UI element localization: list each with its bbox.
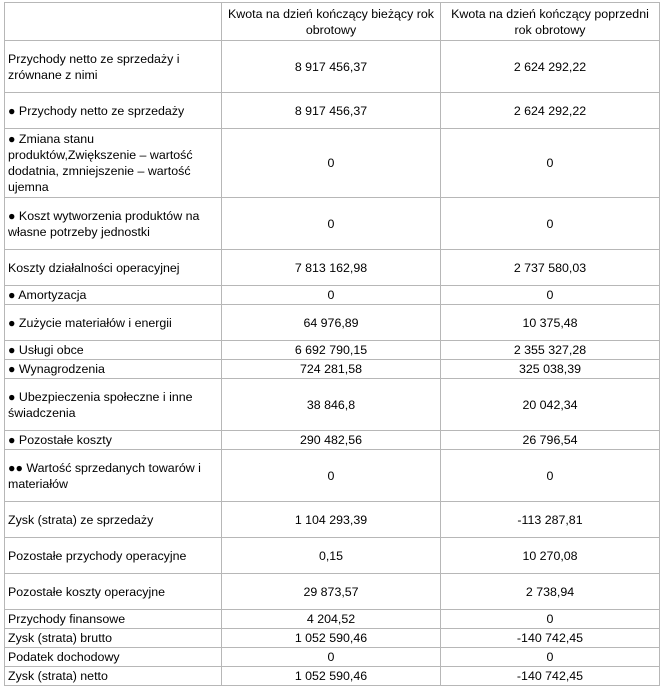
table-row [5, 379, 660, 431]
table-row [5, 574, 660, 610]
row-previous-value: 0 [441, 286, 660, 305]
row-label: ● Ubezpieczenia społeczne i inne świadczenia [5, 379, 222, 431]
row-current-value: 8 917 456,37 [222, 93, 441, 129]
table-row [5, 41, 660, 93]
row-current-value: 7 813 162,98 [222, 250, 441, 286]
header-row [5, 3, 660, 41]
row-previous-value: 2 624 292,22 [441, 41, 660, 93]
row-current-value: 0 [222, 198, 441, 250]
row-previous-value: -140 742,45 [441, 667, 660, 686]
row-label: Zysk (strata) brutto [5, 629, 222, 648]
row-label: Zysk (strata) ze sprzedaży [5, 502, 222, 538]
row-previous-value: 0 [441, 129, 660, 198]
row-previous-value: -140 742,45 [441, 629, 660, 648]
row-previous-value: 10 375,48 [441, 305, 660, 341]
header-previous-year: Kwota na dzień kończący poprzedni rok obrotowy [441, 3, 660, 41]
table-row [5, 629, 660, 648]
row-current-value: 29 873,57 [222, 574, 441, 610]
row-previous-value: 0 [441, 648, 660, 667]
row-previous-value: 2 737 580,03 [441, 250, 660, 286]
table-row [5, 667, 660, 686]
table-row [5, 286, 660, 305]
table-row [5, 538, 660, 574]
table-row [5, 610, 660, 629]
row-label: ●● Wartość sprzedanych towarów i materiałów [5, 450, 222, 502]
table-row [5, 93, 660, 129]
row-current-value: 0,15 [222, 538, 441, 574]
table-row [5, 341, 660, 360]
row-label: Pozostałe przychody operacyjne [5, 538, 222, 574]
row-label: ● Koszt wytworzenia produktów na własne potrzeby jednostki [5, 198, 222, 250]
row-current-value: 8 917 456,37 [222, 41, 441, 93]
row-label: Przychody netto ze sprzedaży i zrównane z nimi [5, 41, 222, 93]
row-label: ● Zużycie materiałów i energii [5, 305, 222, 341]
row-previous-value: 0 [441, 610, 660, 629]
row-current-value: 724 281,58 [222, 360, 441, 379]
row-current-value: 38 846,8 [222, 379, 441, 431]
table-row [5, 250, 660, 286]
row-previous-value: -113 287,81 [441, 502, 660, 538]
row-previous-value: 0 [441, 198, 660, 250]
row-current-value: 0 [222, 450, 441, 502]
table-row [5, 198, 660, 250]
table-row [5, 305, 660, 341]
table-row [5, 360, 660, 379]
row-label: Pozostałe koszty operacyjne [5, 574, 222, 610]
table-row [5, 648, 660, 667]
row-previous-value: 325 038,39 [441, 360, 660, 379]
row-previous-value: 20 042,34 [441, 379, 660, 431]
row-current-value: 4 204,52 [222, 610, 441, 629]
table-body [5, 41, 660, 686]
row-label: ● Wynagrodzenia [5, 360, 222, 379]
row-previous-value: 2 738,94 [441, 574, 660, 610]
row-label: ● Amortyzacja [5, 286, 222, 305]
row-label: Koszty działalności operacyjnej [5, 250, 222, 286]
header-current-year: Kwota na dzień kończący bieżący rok obrotowy [222, 3, 441, 41]
row-previous-value: 0 [441, 450, 660, 502]
row-current-value: 6 692 790,15 [222, 341, 441, 360]
financial-statement-table [4, 2, 660, 686]
row-label: Podatek dochodowy [5, 648, 222, 667]
row-current-value: 290 482,56 [222, 431, 441, 450]
table-row [5, 450, 660, 502]
row-label: ● Zmiana stanu produktów,Zwiększenie – wartość dodatnia, zmniejszenie – wartość ujemna [5, 129, 222, 198]
row-label: ● Pozostałe koszty [5, 431, 222, 450]
row-current-value: 0 [222, 129, 441, 198]
row-previous-value: 26 796,54 [441, 431, 660, 450]
header-label-cell [5, 3, 222, 41]
row-previous-value: 2 355 327,28 [441, 341, 660, 360]
row-label: ● Przychody netto ze sprzedaży [5, 93, 222, 129]
row-label: Przychody finansowe [5, 610, 222, 629]
row-current-value: 1 052 590,46 [222, 667, 441, 686]
row-previous-value: 2 624 292,22 [441, 93, 660, 129]
table-row [5, 431, 660, 450]
row-current-value: 1 052 590,46 [222, 629, 441, 648]
row-previous-value: 10 270,08 [441, 538, 660, 574]
table-row [5, 502, 660, 538]
row-current-value: 0 [222, 286, 441, 305]
table-row [5, 129, 660, 198]
row-label: ● Usługi obce [5, 341, 222, 360]
row-current-value: 1 104 293,39 [222, 502, 441, 538]
row-current-value: 64 976,89 [222, 305, 441, 341]
row-label: Zysk (strata) netto [5, 667, 222, 686]
row-current-value: 0 [222, 648, 441, 667]
